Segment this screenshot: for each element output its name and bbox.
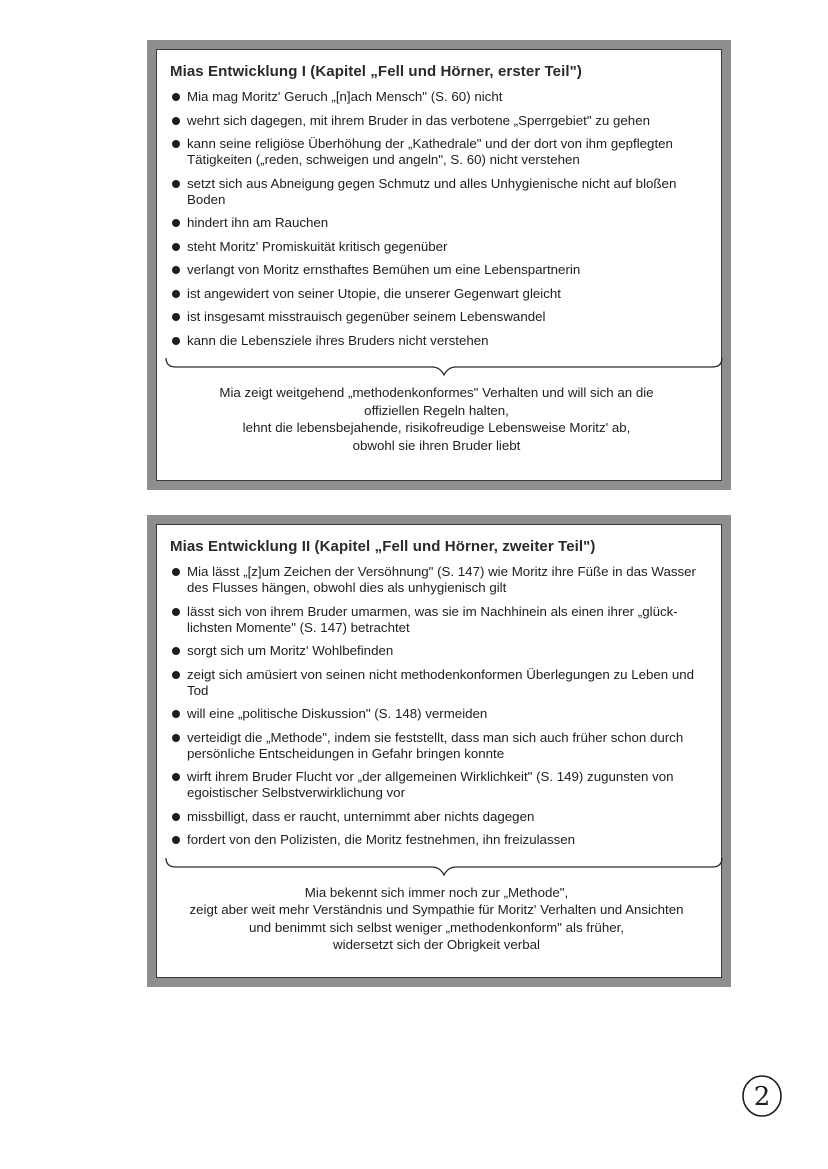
bullet-icon [172, 117, 180, 125]
list-item: setzt sich aus Abneigung gegen Schmutz und alles Unhygienische nicht auf bloßen Boden [170, 176, 703, 208]
list-item: will eine „politische Diskussion" (S. 148) vermeiden [170, 706, 703, 722]
summary-text: Mia bekennt sich immer noch zur „Methode", zeigt aber weit mehr Verständnis und Sympathie für Moritz' Verhalten und Ansichten und benimmt sich selbst weniger „methodenkonform" als früher, widersetzt sich der Obrigkeit verbal [189, 884, 684, 952]
list-item: ist angewidert von seiner Utopie, die unserer Gegenwart gleicht [170, 286, 703, 302]
info-box-inner [156, 49, 722, 481]
list-item: Mia lässt „[z]um Zeichen der Versöhnung" (S. 147) wie Moritz ihre Füße in das Wasser des Flusses hängen, obwohl dies als unhygienisch gilt [170, 564, 703, 596]
box-title: Mias Entwicklung II (Kapitel „Fell und Hörner, zweiter Teil") [170, 538, 596, 555]
bullet-icon [172, 243, 180, 251]
bullet-icon [172, 671, 180, 679]
list-item: sorgt sich um Moritz' Wohlbefinden [170, 643, 703, 659]
list-item: verteidigt die „Methode", indem sie feststellt, dass man sich auch früher schon durch persönliche Entscheidungen in Gefahr bringen konnte [170, 730, 703, 762]
bullet-icon [172, 773, 180, 781]
list-item: kann die Lebensziele ihres Bruders nicht verstehen [170, 333, 703, 349]
bullet-icon [172, 337, 180, 345]
bullet-icon [172, 836, 180, 844]
list-item: ist insgesamt misstrauisch gegenüber seinem Lebenswandel [170, 309, 703, 325]
list-item: lässt sich von ihrem Bruder umarmen, was sie im Nachhinein als einen ihrer „glück-lichsten Momente" (S. 147) betrachtet [170, 604, 703, 636]
curly-brace-icon [164, 356, 724, 378]
summary-text: Mia zeigt weitgehend „methodenkonformes" Verhalten und will sich an die offiziellen Regeln halten, lehnt die lebensbejahende, risikofreudige Lebensweise Moritz' ab, obwohl sie ihren Bruder liebt [219, 385, 654, 453]
list-item: kann seine religiöse Überhöhung der „Kathedrale" und der dort von ihm gepflegten Tätigkeiten („reden, schweigen und angeln", S. 60) nicht verstehen [170, 136, 703, 168]
list-item: hindert ihn am Rauchen [170, 215, 703, 231]
list-item: verlangt von Moritz ernsthaftes Bemühen um eine Lebenspartnerin [170, 262, 703, 278]
bullet-icon [172, 290, 180, 298]
bullet-icon [172, 266, 180, 274]
bullet-icon [172, 647, 180, 655]
bullet-list [170, 564, 703, 848]
bullet-icon [172, 140, 180, 148]
list-item: Mia mag Moritz' Geruch „[n]ach Mensch" (S. 60) nicht [170, 89, 703, 105]
bullet-icon [172, 734, 180, 742]
box-title: Mias Entwicklung I (Kapitel „Fell und Hörner, erster Teil") [170, 63, 582, 80]
bullet-icon [172, 93, 180, 101]
bullet-icon [172, 710, 180, 718]
bullet-icon [172, 568, 180, 576]
info-box-development-1 [147, 40, 731, 490]
bullet-icon [172, 813, 180, 821]
bullet-icon [172, 313, 180, 321]
list-item: wehrt sich dagegen, mit ihrem Bruder in das verbotene „Sperrgebiet" zu gehen [170, 113, 703, 129]
list-item: steht Moritz' Promiskuität kritisch gegenüber [170, 239, 703, 255]
info-box-development-2 [147, 515, 731, 987]
info-box-inner [156, 524, 722, 978]
list-item: wirft ihrem Bruder Flucht vor „der allgemeinen Wirklichkeit" (S. 149) zugunsten von egoistischer Selbstverwirklichung vor [170, 769, 703, 801]
list-item: missbilligt, dass er raucht, unternimmt aber nichts dagegen [170, 809, 703, 825]
bullet-icon [172, 608, 180, 616]
page-number [738, 1072, 786, 1120]
svg-text:2: 2 [753, 1082, 771, 1112]
curly-brace-icon [164, 856, 724, 878]
bullet-icon [172, 180, 180, 188]
bullet-list [170, 89, 703, 349]
bullet-icon [172, 219, 180, 227]
list-item: fordert von den Polizisten, die Moritz festnehmen, ihn freizulassen [170, 832, 703, 848]
list-item: zeigt sich amüsiert von seinen nicht methodenkonformen Überlegungen zu Leben und Tod [170, 667, 703, 699]
